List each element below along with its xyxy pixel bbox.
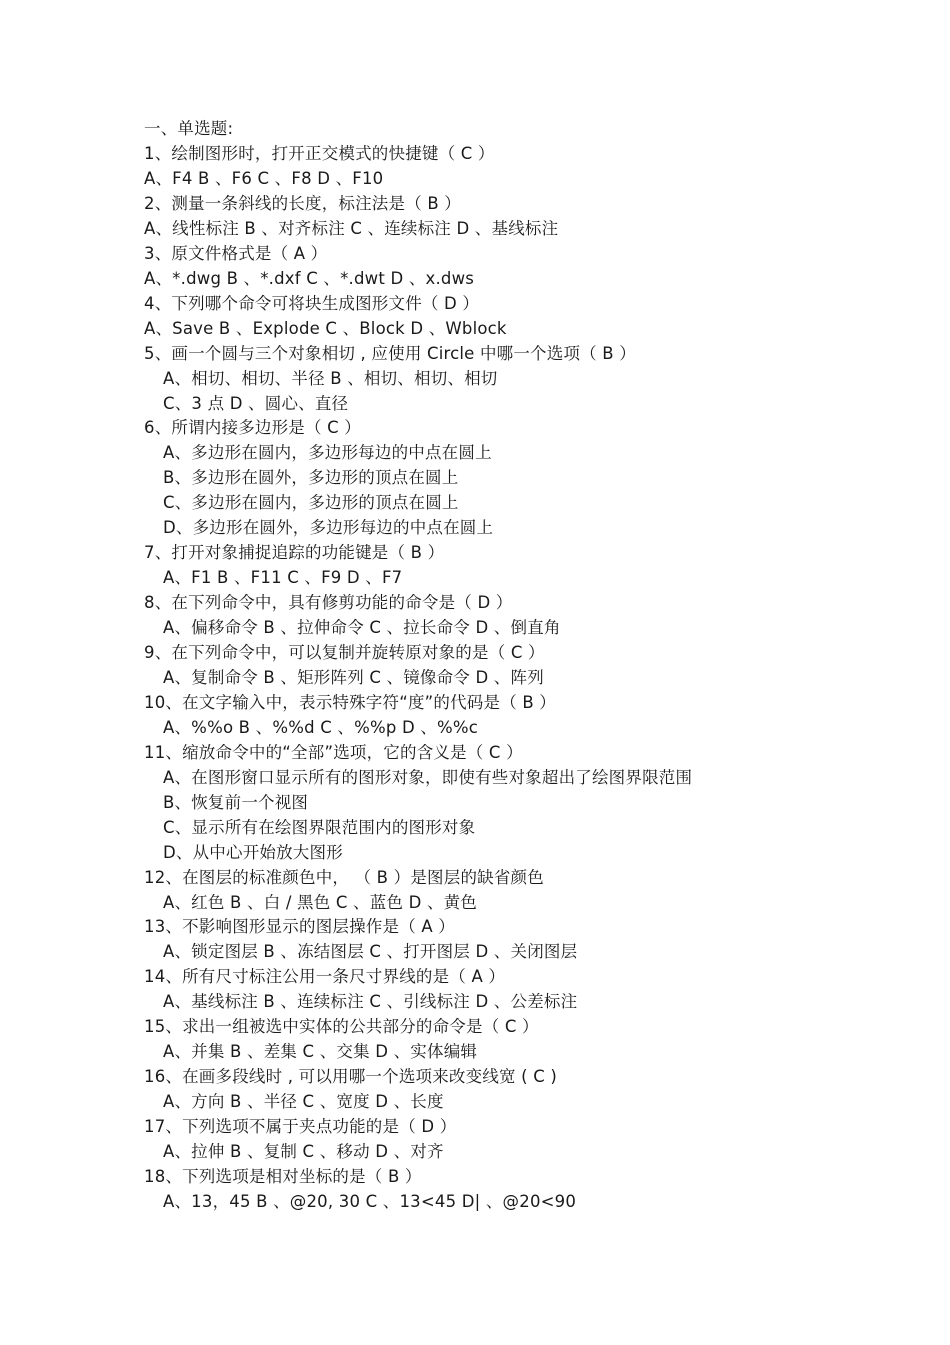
options-line: A、红色 B 、白 / 黑色 C 、蓝色 D 、黄色 (163, 892, 478, 912)
options-line: A、偏移命令 B 、拉伸命令 C 、拉长命令 D 、倒直角 (163, 618, 561, 637)
options-line: A、拉伸 B 、复制 C 、移动 D 、对齐 (163, 1142, 444, 1161)
question-line: 13、不影响图形显示的图层操作是（ A ） (144, 917, 455, 937)
options-line: A、%%o B 、%%d C 、%%p D 、%%c (163, 717, 479, 737)
options-line: A、基线标注 B 、连续标注 C 、引线标注 D 、公差标注 (163, 992, 578, 1012)
question-line: 16、在画多段线时 , 可以用哪一个选项来改变线宽 ( C ) (144, 1067, 558, 1087)
options-line: A、F4 B 、F6 C 、F8 D 、F10 (144, 168, 384, 188)
options-line: A、*.dwg B 、*.dxf C 、*.dwt D 、x.dws (144, 268, 475, 288)
question-line: 8、在下列命令中，具有修剪功能的命令是（ D ） (144, 593, 513, 613)
options-line: A、锁定图层 B 、冻结图层 C 、打开图层 D 、关闭图层 (163, 942, 578, 962)
question-line: 15、求出一组被选中实体的公共部分的命令是（ C ） (144, 1017, 539, 1037)
question-line: 9、在下列命令中，可以复制并旋转原对象的是（ C ） (144, 643, 545, 662)
options-line: A、13，45 B 、@20, 30 C 、13<45 D| 、@20<90 (163, 1191, 577, 1211)
options-line: A、线性标注 B 、对齐标注 C 、连续标注 D 、基线标注 (144, 218, 559, 238)
question-line: 12、在图层的标准颜色中， （ B ）是图层的缺省颜色 (144, 867, 544, 887)
section-title: 一、单选题: (144, 119, 234, 138)
options-line: A、多边形在圆内，多边形每边的中点在圆上 (163, 443, 492, 463)
question-line: 5、画一个圆与三个对象相切 , 应使用 Circle 中哪一个选项（ B ） (144, 343, 636, 363)
question-line: 7、打开对象捕捉追踪的功能键是（ B ） (144, 543, 445, 563)
options-line: B、恢复前一个视图 (163, 792, 309, 812)
options-line: A、F1 B 、F11 C 、F9 D 、F7 (163, 568, 403, 588)
question-line: 3、原文件格式是（ A ） (144, 243, 328, 263)
options-line: D、从中心开始放大图形 (163, 842, 343, 862)
question-line: 11、缩放命令中的“全部”选项，它的含义是（ C ） (144, 742, 523, 762)
question-line: 17、下列选项不属于夹点功能的是（ D ） (144, 1117, 457, 1136)
options-line: A、Save B 、Explode C 、Block D 、Wblock (144, 318, 507, 338)
options-line: C、3 点 D 、圆心、直径 (163, 393, 349, 413)
options-line: D、多边形在圆外，多边形每边的中点在圆上 (163, 518, 494, 538)
question-line: 10、在文字输入中，表示特殊字符“度”的代码是（ B ） (144, 692, 557, 712)
question-line: 2、测量一条斜线的长度，标注法是（ B ） (144, 193, 462, 213)
options-line: A、相切、相切、半径 B 、相切、相切、相切 (163, 368, 498, 388)
options-line: C、多边形在圆内，多边形的顶点在圆上 (163, 493, 459, 513)
question-line: 1、绘制图形时，打开正交模式的快捷键（ C ） (144, 144, 495, 163)
options-line: A、方向 B 、半径 C 、宽度 D 、长度 (163, 1092, 444, 1112)
options-line: A、并集 B 、差集 C 、交集 D 、实体编辑 (163, 1042, 478, 1062)
options-line: C、显示所有在绘图界限范围内的图形对象 (163, 817, 476, 837)
options-line: A、在图形窗口显示所有的图形对象，即使有些对象超出了绘图界限范围 (163, 767, 693, 787)
question-line: 4、下列哪个命令可将块生成图形文件（ D ） (144, 293, 480, 313)
question-line: 14、所有尺寸标注公用一条尺寸界线的是（ A ） (144, 967, 506, 987)
question-line: 6、所谓内接多边形是（ C ） (144, 418, 362, 438)
question-line: 18、下列选项是相对坐标的是（ B ） (144, 1166, 422, 1186)
options-line: B、多边形在圆外，多边形的顶点在圆上 (163, 468, 459, 488)
options-line: A、复制命令 B 、矩形阵列 C 、镜像命令 D 、阵列 (163, 667, 544, 687)
